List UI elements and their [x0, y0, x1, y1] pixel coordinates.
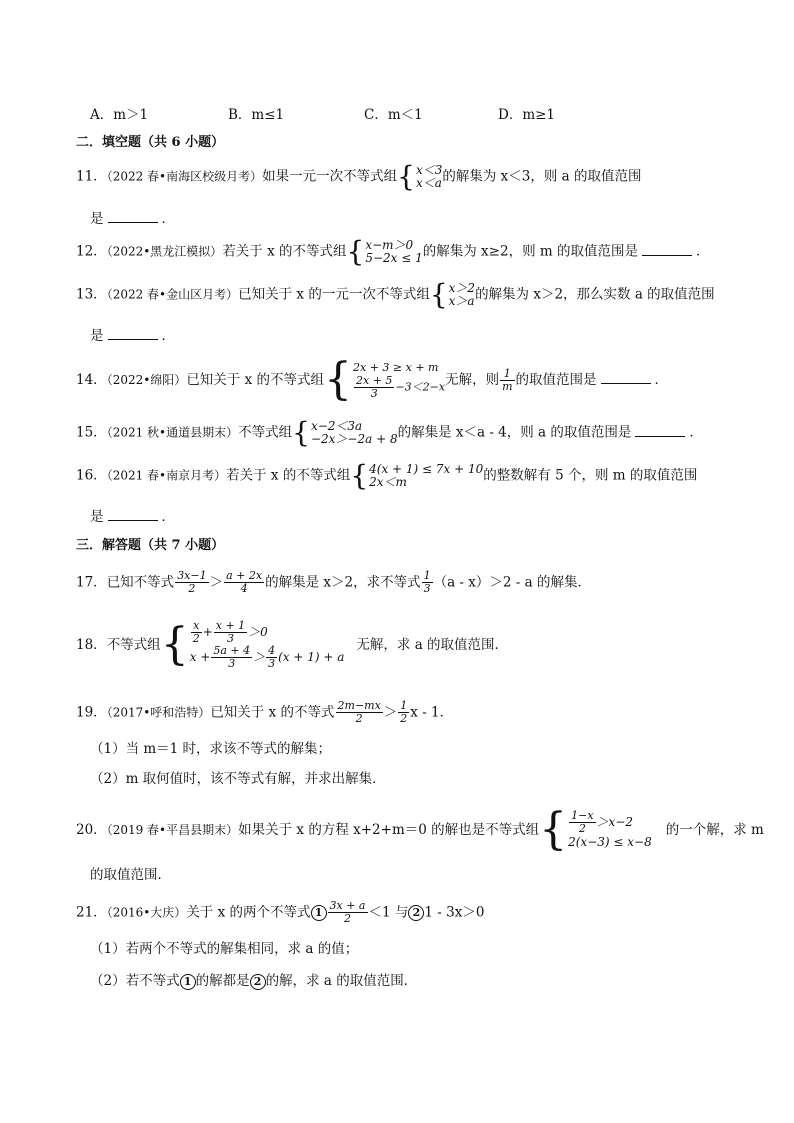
circled-number-1: 1	[311, 905, 327, 921]
question-14: 14．（2022•绵阳）已知关于 x 的不等式组{ 2x + 3 ≥ x + m $\frac{2x + 5}{3}$ −3＜2−x 无解，则 $\frac{1}{m}$ 的取值范围是 ．	[76, 354, 669, 405]
answer-blank[interactable]	[108, 326, 158, 340]
question-17: 17．已知不等式 $\frac{3x-1}{2}$ ＞ $\frac{a + 2x}{4}$ 的解集是 x＞2，求不等式 $\frac{1}{3}$ （a - x）＞2 - a 的解集．	[76, 569, 591, 595]
question-19: 19．（2017•呼和浩特）已知关于 x 的不等式 $\frac{2m-mx}{2}$ ＞ $\frac{1}{2}$ x - 1．	[76, 699, 454, 725]
option-c: C．m＜1	[364, 107, 423, 123]
question-18: 18．不等式组{ $\frac{x}{2}$ + $\frac{x + 1}{3}$ ＞0 x + $\frac{5a + 4}{3}$ ＞ $\frac{4}{3}$ (x + 1) + a 无解，求 a 的取值范围．	[76, 619, 509, 670]
answer-blank[interactable]	[108, 507, 158, 521]
question-11-cont: 是 ．	[90, 211, 175, 227]
question-20-cont: 的取值范围．	[90, 867, 171, 883]
question-16-cont: 是 ．	[90, 509, 175, 525]
question-21-part-2: （2）若不等式 1 的解都是 2 的解，求 a 的取值范围．	[90, 973, 418, 989]
question-12: 12．（2022•黑龙江模拟）若关于 x 的不等式组{ x−m＞0 5−2x ≤ 1 的解集为 x≥2，则 m 的取值范围是 ．	[76, 235, 710, 268]
question-21: 21．（2016•大庆）关于 x 的两个不等式 1 $\frac{3x + a}{2}$ ＜1 与 2 1 - 3x＞0	[76, 899, 485, 925]
section-fill-heading: 二．填空题（共 6 小题）	[76, 135, 225, 150]
answer-blank[interactable]	[601, 370, 651, 384]
answer-blank[interactable]	[108, 209, 158, 223]
option-a: A．m＞1	[90, 107, 149, 123]
question-15: 15．（2021 秋•通道县期末）不等式组{ x−2＜3a −2x＞−2a + 8 的解集是 x＜a - 4，则 a 的取值范围是 ．	[76, 416, 703, 449]
question-11: 11．（2022 春•南海区校级月考）如果一元一次不等式组{ x＜3 x＜a 的解集为 x＜3，则 a 的取值范围	[76, 160, 642, 193]
answer-blank[interactable]	[635, 423, 685, 437]
question-16: 16．（2021 春•南京月考）若关于 x 的不等式组{ 4(x + 1) ≤ 7x + 10 2x＜m 的整数解有 5 个，则 m 的取值范围	[76, 459, 698, 492]
question-19-part-2: （2）m 取何值时，该不等式有解，并求出解集．	[90, 771, 386, 787]
section-answer-heading: 三．解答题（共 7 小题）	[76, 538, 225, 553]
circled-number-2: 2	[408, 905, 424, 921]
question-13: 13．（2022 春•金山区月考）已知关于 x 的一元一次不等式组{ x＞2 x＞a 的解集为 x＞2，那么实数 a 的取值范围	[76, 278, 715, 311]
question-21-part-1: （1）若两个不等式的解集相同，求 a 的值；	[90, 941, 359, 957]
question-13-cont: 是 ．	[90, 328, 175, 344]
question-19-part-1: （1）当 m＝1 时，求该不等式的解集；	[90, 741, 332, 757]
option-d: D．m≥1	[498, 107, 556, 123]
answer-blank[interactable]	[642, 242, 692, 256]
option-b: B．m≤1	[228, 107, 285, 123]
question-20: 20．（2019 春•平昌县期末）如果关于 x 的方程 x+2+m＝0 的解也是不等式组{ $\frac{1-x}{2}$ ＞x−2 2(x−3) ≤ x−8 的一个解，求 m	[76, 804, 764, 855]
